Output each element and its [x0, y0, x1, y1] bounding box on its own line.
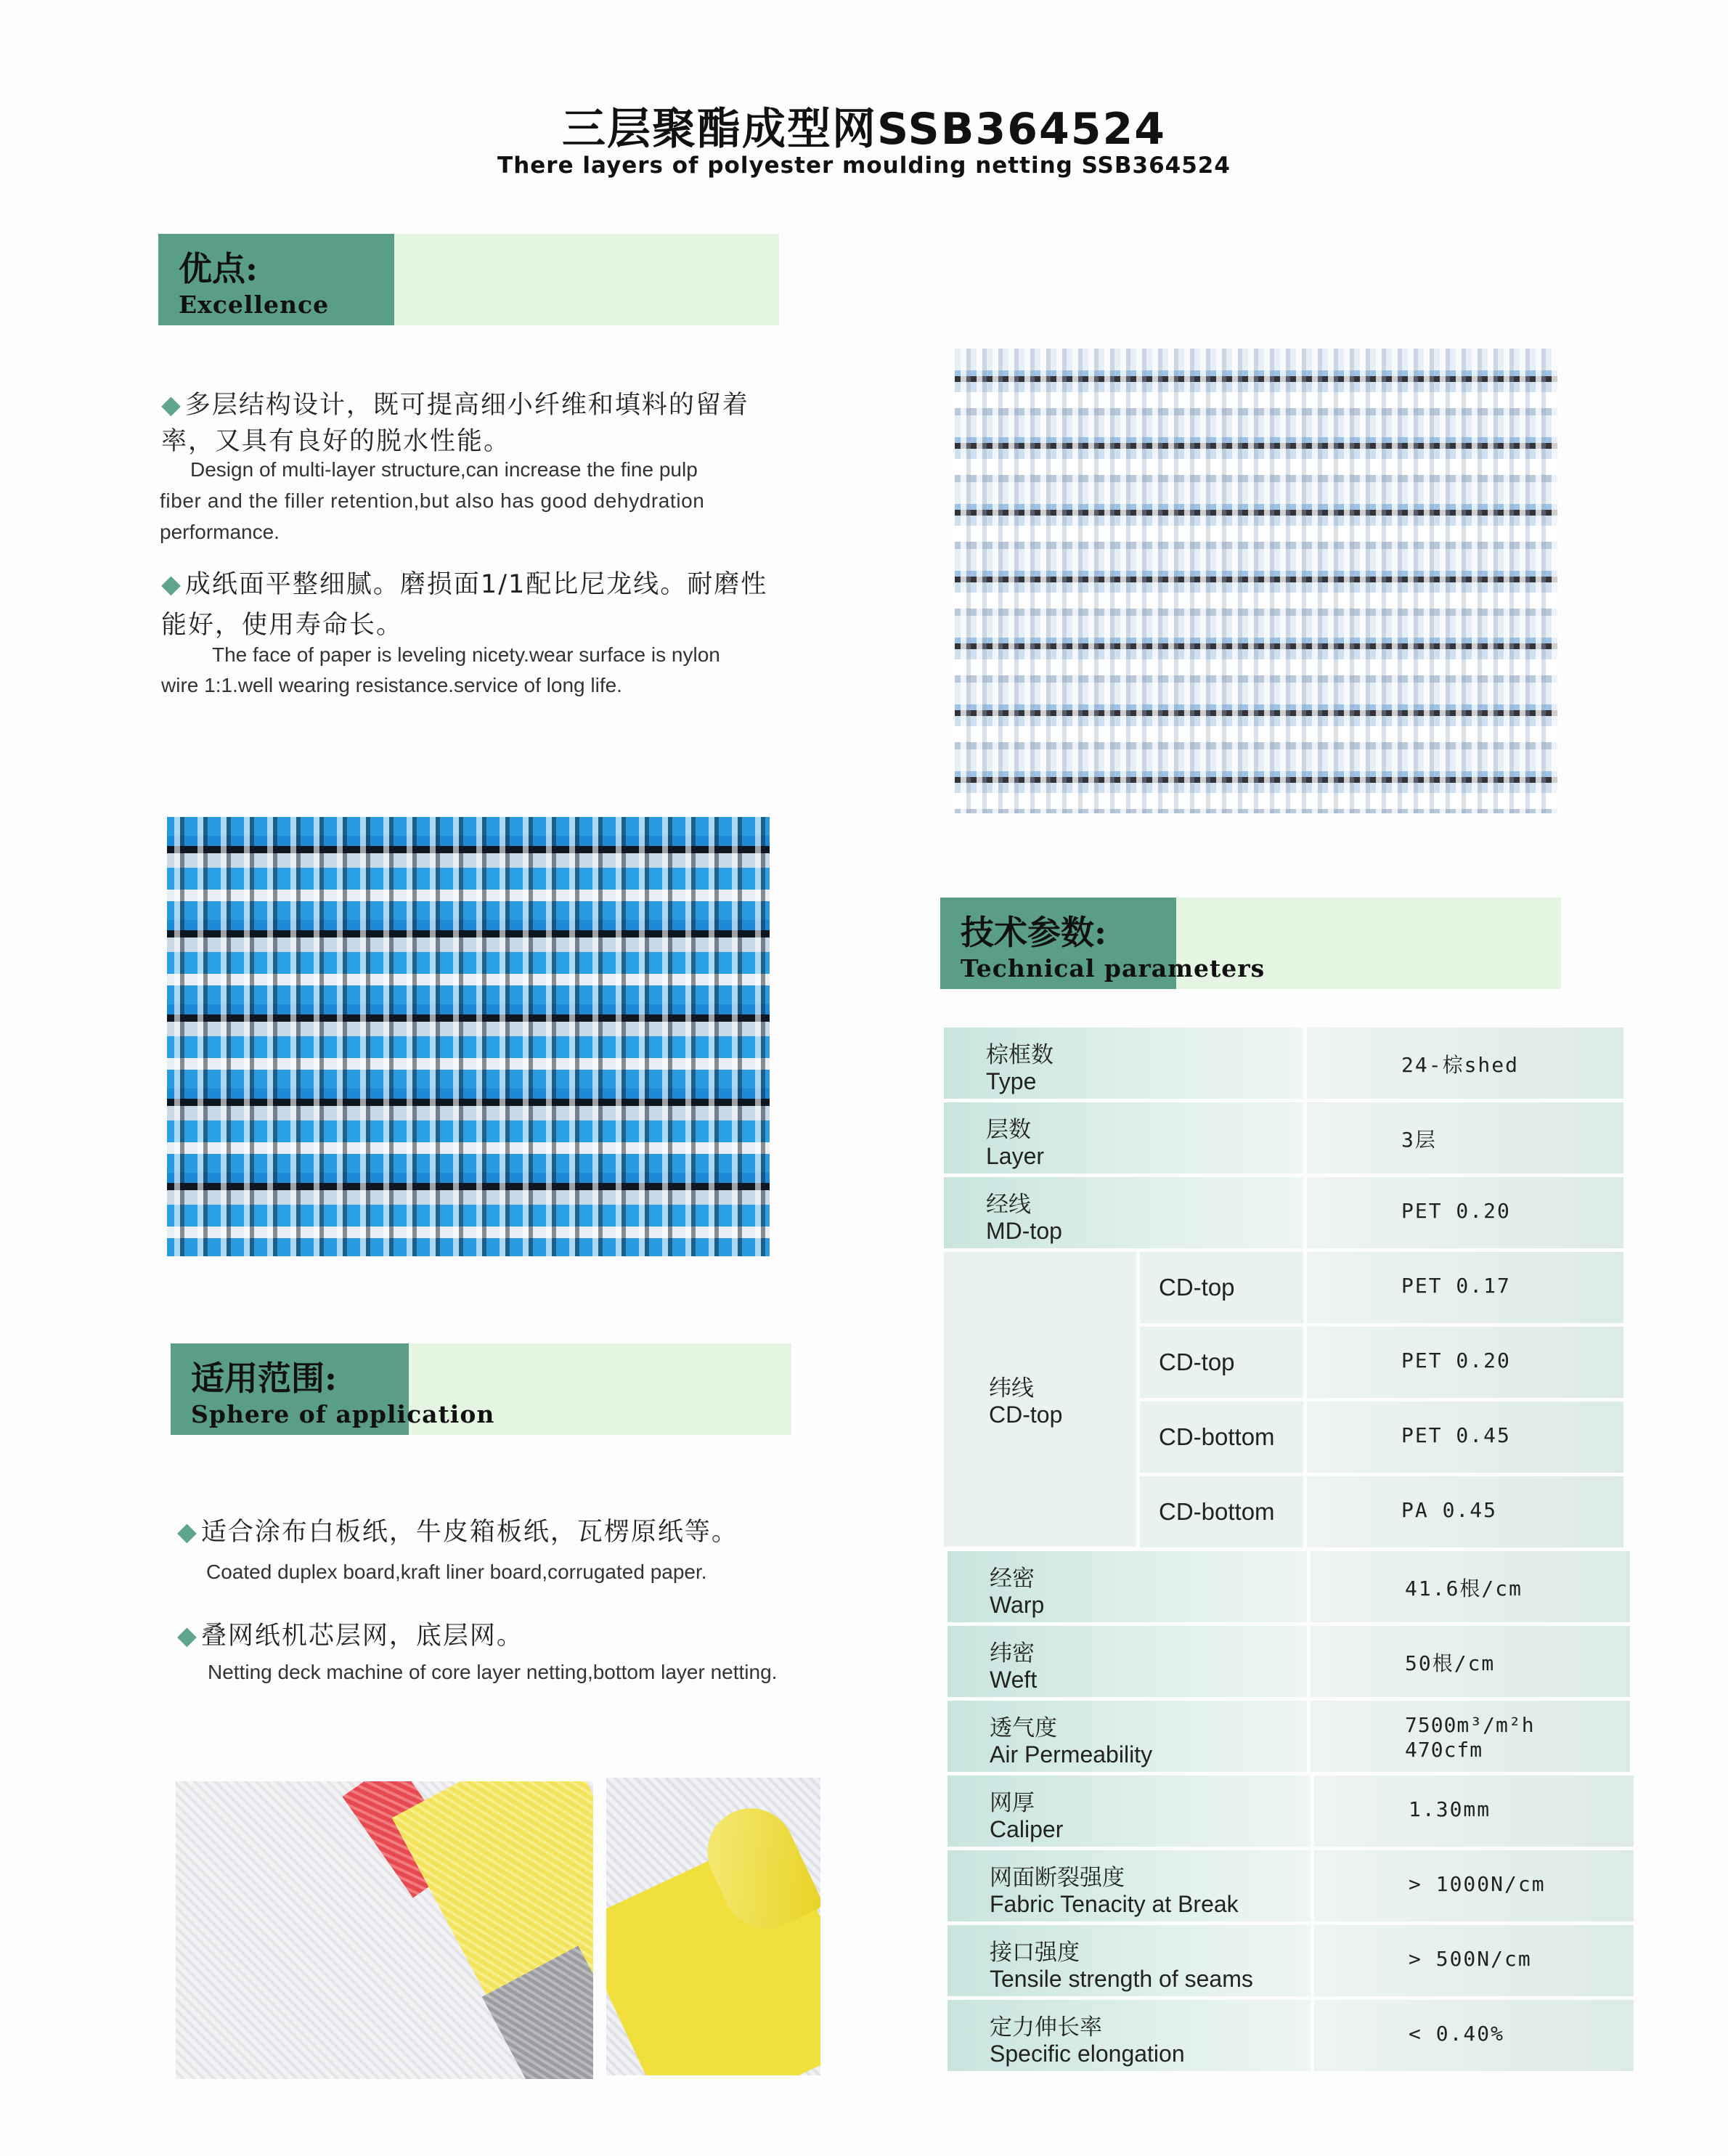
table-row [944, 1701, 1630, 1772]
application-bullet-2-cn: ◆ 叠网纸机芯层网，底层网。 [177, 1622, 523, 1651]
paper-sample-photo-2 [606, 1778, 820, 2075]
param-label: 接口强度 Tensile strength of seams [947, 1925, 1311, 1996]
table-row [944, 1177, 1623, 1248]
excellence-bullet-1-cn-line2: 率，又具有良好的脱水性能。 [161, 427, 511, 456]
excellence-header [158, 234, 779, 325]
weft-sub-label: CD-bottom [1140, 1402, 1303, 1473]
fabric-bottom-surface-image [167, 817, 770, 1256]
param-value: 50根/cm [1311, 1626, 1630, 1697]
table-row [944, 1028, 1623, 1099]
diamond-icon: ◆ [177, 1518, 198, 1547]
table-row [944, 1850, 1634, 1921]
technical-header-cn: 技术参数: [961, 913, 1107, 952]
param-label: 网面断裂强度 Fabric Tenacity at Break [947, 1850, 1311, 1921]
paper-sample-photo-1 [176, 1781, 593, 2079]
table-row [944, 2000, 1634, 2071]
param-label: 透气度 Air Permeability [947, 1701, 1307, 1772]
excellence-header-en: Excellence [179, 290, 330, 319]
weft-sub-value: PET 0.45 [1307, 1402, 1623, 1473]
weft-sub-value: PA 0.45 [1307, 1476, 1623, 1547]
application-header-cn: 适用范围: [191, 1359, 337, 1398]
table-row [944, 1626, 1630, 1697]
param-value: 3层 [1307, 1102, 1623, 1173]
param-label: 定力伸长率 Specific elongation [947, 2000, 1311, 2071]
excellence-bullet-2-cn-line1: ◆ 成纸面平整细腻。磨损面1/1配比尼龙线。耐磨性 [161, 570, 768, 599]
excellence-bullet-1-en-line3: performance. [160, 521, 280, 543]
application-header [171, 1343, 791, 1435]
table-row [944, 1925, 1634, 1996]
application-header-en: Sphere of application [191, 1400, 495, 1428]
weft-sub-label: CD-top [1140, 1252, 1303, 1323]
application-bullet-2-en: Netting deck machine of core layer netting,bottom layer netting. [208, 1661, 778, 1683]
diamond-icon: ◆ [161, 570, 182, 599]
fabric-top-surface-image [955, 349, 1557, 813]
excellence-bullet-2-en-line1: The face of paper is leveling nicety.wear surface is nylon [212, 643, 720, 666]
param-label: 层数 Layer [944, 1102, 1303, 1173]
weft-sub-label: CD-top [1140, 1327, 1303, 1398]
excellence-bullet-2-en-line2: wire 1:1.well wearing resistance.service of long life. [161, 674, 622, 696]
param-label: 纬密 Weft [947, 1626, 1307, 1697]
page-title: 三层聚酯成型网SSB364524 [562, 104, 1166, 155]
excellence-bullet-1-en-line2: fiber and the filler retention,but also has good dehydration [160, 489, 705, 512]
param-value: 1.30mm [1314, 1775, 1634, 1847]
param-value: > 1000N/cm [1314, 1850, 1634, 1921]
excellence-bullet-1-en-line1: Design of multi-layer structure,can increase the fine pulp [190, 458, 698, 481]
application-bullet-1-en: Coated duplex board,kraft liner board,corrugated paper. [206, 1561, 707, 1583]
param-value: < 0.40% [1314, 2000, 1634, 2071]
weft-label-cell: 纬线 CD-top [944, 1252, 1136, 1547]
diamond-icon: ◆ [161, 391, 182, 420]
param-value: PET 0.20 [1307, 1177, 1623, 1248]
application-bullet-1-cn: ◆ 适合涂布白板纸，牛皮箱板纸，瓦楞原纸等。 [177, 1518, 738, 1547]
param-label: 经线 MD-top [944, 1177, 1303, 1248]
technical-header [940, 898, 1561, 989]
param-label: 经密 Warp [947, 1551, 1307, 1622]
param-label: 网厚 Caliper [947, 1775, 1311, 1847]
excellence-bullet-2-cn-line2: 能好，使用寿命长。 [161, 611, 404, 640]
table-row [944, 1775, 1634, 1847]
weft-sub-label: CD-bottom [1140, 1476, 1303, 1547]
technical-header-en: Technical parameters [961, 954, 1266, 983]
table-row [944, 1102, 1623, 1173]
param-label: 棕框数 Type [944, 1028, 1303, 1099]
table-row [944, 1551, 1630, 1622]
param-value: 24-棕shed [1307, 1028, 1623, 1099]
param-value: > 500N/cm [1314, 1925, 1634, 1996]
param-value: 41.6根/cm [1311, 1551, 1630, 1622]
weft-sub-value: PET 0.20 [1307, 1327, 1623, 1398]
diamond-icon: ◆ [177, 1622, 198, 1651]
excellence-header-cn: 优点: [179, 249, 258, 288]
page-subtitle: There layers of polyester moulding netting SSB364524 [497, 152, 1231, 179]
weft-sub-value: PET 0.17 [1307, 1252, 1623, 1323]
excellence-bullet-1-cn-line1: ◆ 多层结构设计，既可提高细小纤维和填料的留着 [161, 391, 749, 420]
param-value: 7500m³/m²h 470cfm [1311, 1701, 1630, 1772]
